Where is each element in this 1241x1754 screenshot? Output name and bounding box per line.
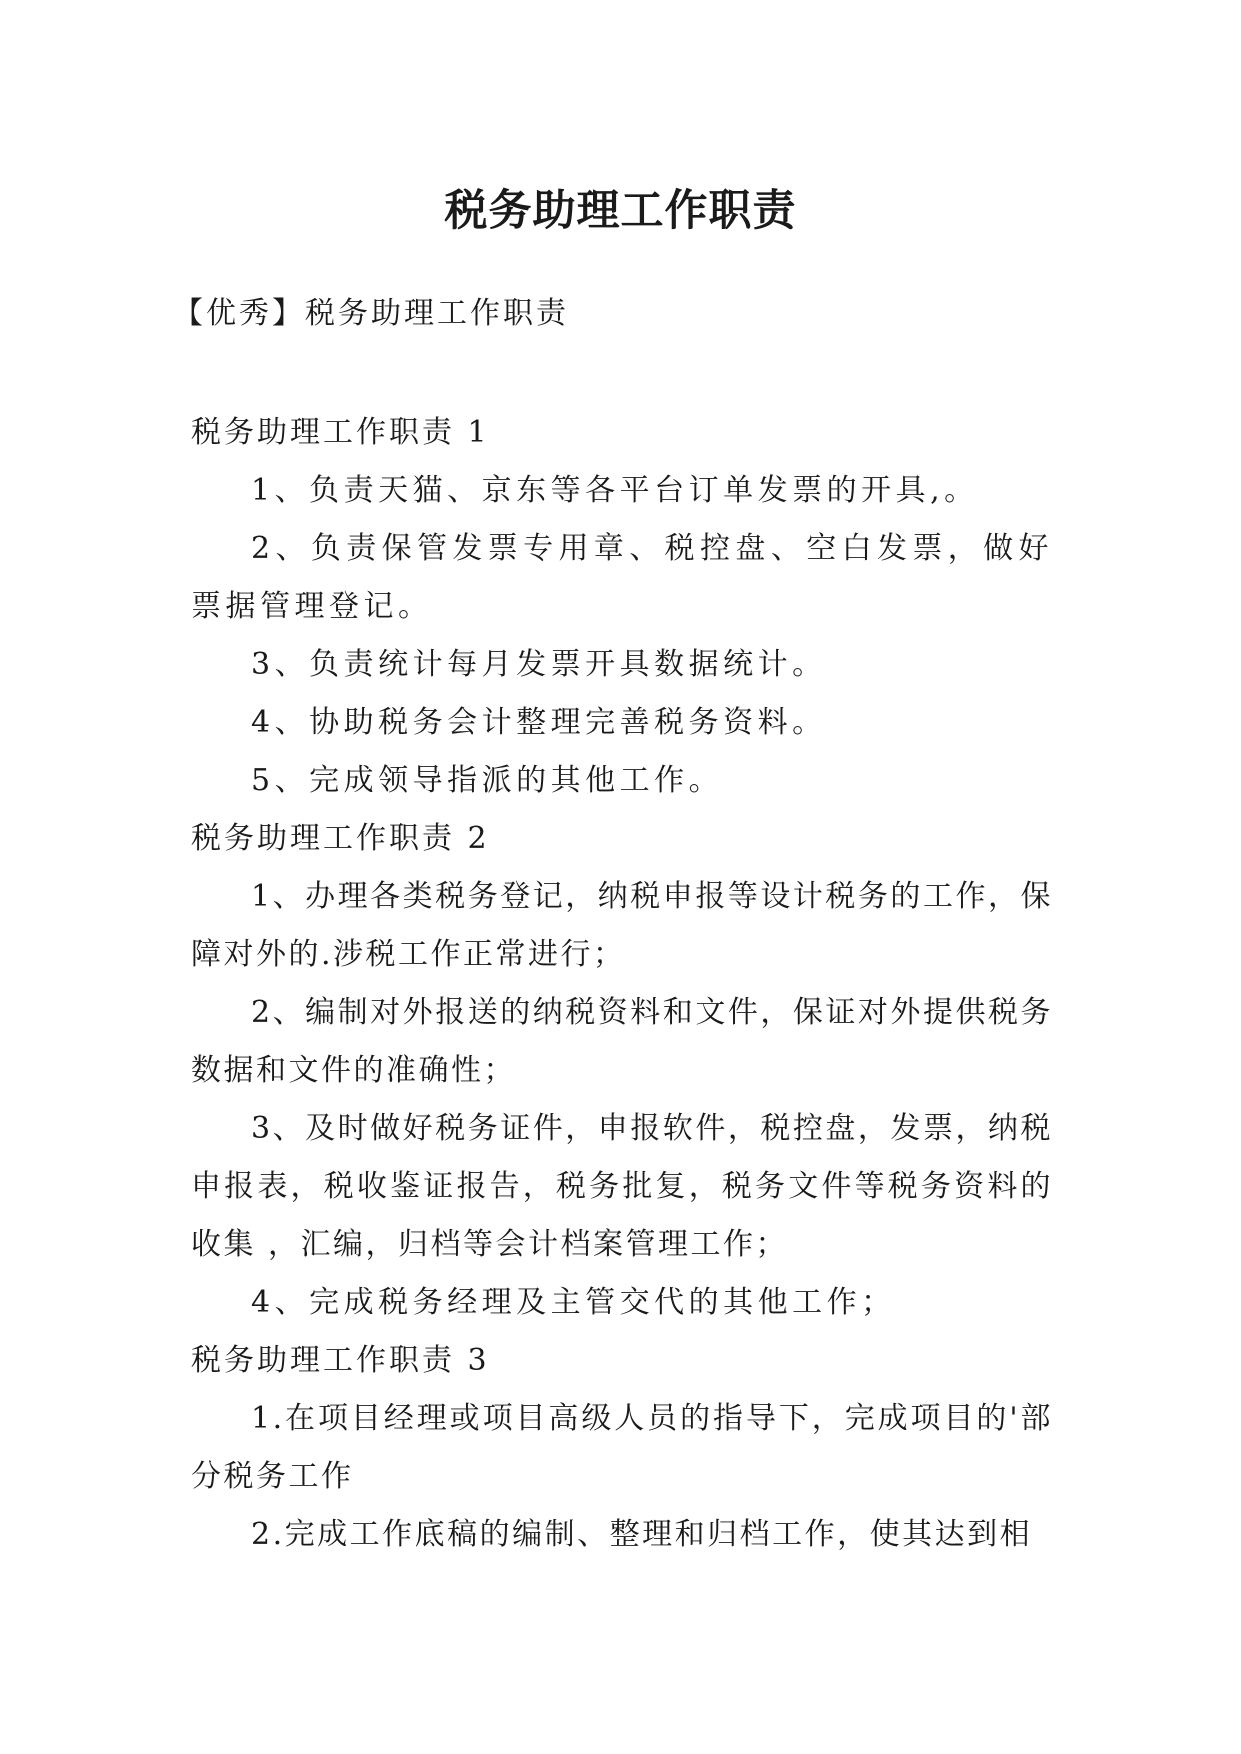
duty-item: 4、完成税务经理及主管交代的其他工作； <box>251 1285 896 1320</box>
duty-item: 3、及时做好税务证件，申报软件，税控盘，发票，纳税申报表，税收鉴证报告，税务批复，税务文件等税务资料的收集 ，汇编，归档等会计档案管理工作； <box>191 1111 1053 1262</box>
duty-item: 1、办理各类税务登记，纳税申报等设计税务的工作，保障对外的.涉税工作正常进行； <box>191 879 1053 972</box>
document-body <box>191 404 1053 1564</box>
document-subtitle: 【优秀】税务助理工作职责 <box>173 296 569 331</box>
duty-item: 1、负责天猫、京东等各平台订单发票的开具,。 <box>251 473 979 508</box>
duty-item: 2、负责保管发票专用章、税控盘、空白发票，做好票据管理登记。 <box>191 531 1053 624</box>
duty-item: 2、编制对外报送的纳税资料和文件，保证对外提供税务数据和文件的准确性； <box>191 995 1053 1088</box>
section-heading: 税务助理工作职责 2 <box>191 821 490 856</box>
duty-item: 3、负责统计每月发票开具数据统计。 <box>251 647 827 682</box>
section-heading: 税务助理工作职责 1 <box>191 415 490 450</box>
document-title: 税务助理工作职责 <box>444 185 797 236</box>
duty-item: 2.完成工作底稿的编制、整理和归档工作，使其达到相 <box>251 1517 1033 1552</box>
duty-item: 1.在项目经理或项目高级人员的指导下，完成项目的'部分税务工作 <box>191 1401 1053 1494</box>
duty-item: 4、协助税务会计整理完善税务资料。 <box>251 705 827 740</box>
duty-item: 5、完成领导指派的其他工作。 <box>251 763 724 798</box>
section-heading: 税务助理工作职责 3 <box>191 1343 490 1378</box>
